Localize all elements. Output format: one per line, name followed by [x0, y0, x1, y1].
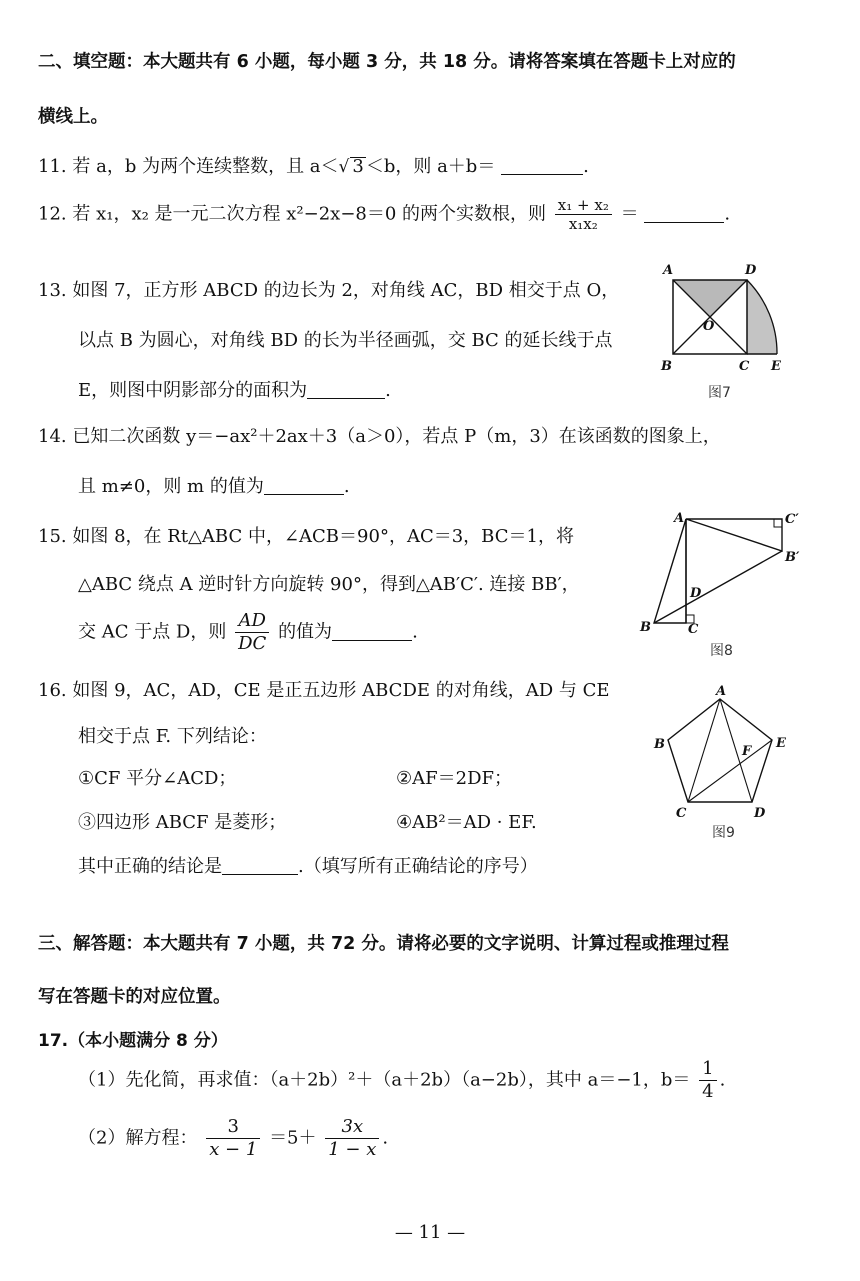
q15-frac-denominator: DC [238, 633, 267, 654]
q11-number: 11. [38, 156, 67, 177]
q11-text-pre: 若 a，b 为两个连续整数，且 a＜ [72, 156, 339, 177]
q13-line3: E，则图中阴影部分的面积为 [78, 380, 308, 401]
q16-line2: 相交于点 F. 下列结论： [78, 726, 267, 747]
q17-part2-frac1-numerator: 3 [206, 1116, 260, 1139]
q17-part1-frac-numerator: 1 [699, 1058, 716, 1081]
section-2-heading-line2: 横线上。 [38, 107, 108, 127]
q16-conclusion-1: ①CF 平分∠ACD； [78, 768, 237, 789]
section-2-heading-line1: 二、填空题：本大题共有 6 小题，每小题 3 分，共 18 分。请将答案填在答题卡上对应的 [38, 52, 736, 72]
q15-frac-numerator: AD [235, 610, 269, 633]
question-11: 11. 若 a，b 为两个连续整数，且 a＜√ 3 ＜b，则 a＋b＝ . [38, 156, 589, 177]
q16-answer-blank[interactable] [222, 856, 298, 875]
q15-number: 15. [38, 526, 67, 547]
figure-7-square [655, 258, 790, 378]
fig9-pentagon [668, 699, 772, 802]
fig7-label-o: O [703, 319, 715, 334]
q13-answer-blank[interactable] [307, 380, 385, 399]
q11-end: . [583, 156, 589, 177]
fig9-label-f: F [742, 744, 752, 759]
fig9-diagonal-ac [688, 699, 720, 802]
figure-9-pentagon [650, 685, 790, 825]
fig8-right-angle-c1 [774, 519, 782, 527]
q14-number: 14. [38, 426, 67, 447]
q14-line1: 已知二次函数 y＝−ax²＋2ax＋3（a＞0），若点 P（m，3）在该函数的图象上， [72, 426, 721, 447]
question-16-line1 [38, 676, 610, 702]
q17-part1-end: . [719, 1069, 726, 1091]
question-14-line2 [78, 472, 350, 498]
q17-part2-text: （2）解方程： [78, 1127, 198, 1149]
q16-line1: 如图 9，AC，AD，CE 是正五边形 ABCDE 的对角线，AD 与 CE [72, 680, 610, 701]
question-15-line1 [38, 522, 574, 548]
q15-fraction [235, 610, 269, 655]
fig8-label-b: B [640, 620, 651, 635]
q13-line2: 以点 B 为圆心，对角线 BD 的长为半径画弧，交 BC 的延长线于点 [78, 330, 613, 351]
fig8-label-b1: B′ [785, 550, 800, 565]
fig7-label-a: A [663, 263, 674, 278]
section-3-heading-line1: 三、解答题：本大题共有 7 小题，共 72 分。请将必要的文字说明、计算过程或推理过程 [38, 934, 729, 954]
question-12 [38, 196, 730, 233]
fig9-label-b: B [654, 737, 665, 752]
q15-end: . [412, 621, 418, 643]
q12-text: 若 x₁，x₂ 是一元二次方程 x²−2x−8＝0 的两个实数根，则 [72, 203, 547, 225]
q15-line2: △ABC 绕点 A 逆时针方向旋转 90°，得到△AB′C′. 连接 BB′， [78, 574, 580, 595]
q13-number: 13. [38, 280, 67, 301]
q17-part2-frac1-denominator: x − 1 [209, 1139, 258, 1160]
fig7-label-b: B [661, 359, 672, 374]
figure-9-caption: 图9 [712, 825, 735, 841]
q17-part2-frac2-numerator: 3x [325, 1116, 379, 1139]
q17-part2-end: . [382, 1127, 389, 1149]
fig9-diagonal-ce [688, 740, 772, 802]
q17-part1-text: （1）先化简，再求值：（a＋2b）²＋（a＋2b）（a−2b），其中 a＝−1，b＝ [78, 1069, 691, 1091]
fig8-label-d: D [690, 586, 702, 601]
q14-answer-blank[interactable] [264, 476, 344, 495]
q11-text-post: ＜b，则 a＋b＝ [365, 156, 496, 177]
q12-frac-denominator: x₁x₂ [568, 215, 598, 233]
q16-conclusion-2: ②AF＝2DF； [396, 768, 512, 789]
q14-line2: 且 m≠0，则 m 的值为 [78, 476, 264, 497]
q13-end: . [385, 380, 391, 401]
fig7-label-d: D [745, 263, 757, 278]
figure-8-triangles [636, 505, 811, 635]
q16-number: 16. [38, 680, 67, 701]
q17-part2-middle: ＝5＋ [269, 1127, 317, 1149]
q17-part2-fraction-1 [206, 1116, 260, 1161]
q14-end: . [343, 476, 350, 497]
q15-line3-post: 的值为 [278, 621, 333, 643]
figure-8-caption: 图8 [710, 643, 733, 659]
question-16-line5 [78, 852, 538, 878]
fig7-label-e: E [771, 359, 781, 374]
q17-title: 17.（本小题满分 8 分） [38, 1031, 228, 1051]
fig8-label-a: A [674, 511, 685, 526]
q17-part-1 [78, 1058, 725, 1103]
question-15-line3 [78, 610, 418, 655]
fig9-label-d: D [754, 806, 766, 821]
q17-part1-frac-denominator: 4 [702, 1081, 714, 1102]
fig7-label-c: C [739, 359, 750, 374]
section-3-heading-line2: 写在答题卡的对应位置。 [38, 987, 231, 1007]
q15-line1: 如图 8，在 Rt△ABC 中，∠ACB＝90°，AC＝3，BC＝1，将 [72, 526, 574, 547]
q16-conclusion-3: ③四边形 ABCF 是菱形； [78, 812, 287, 833]
q16-conclusion-4: ④AB²＝AD · EF. [396, 812, 537, 833]
fig9-label-e: E [776, 736, 786, 751]
fig7-shaded-sector [747, 280, 777, 354]
q12-equals: ＝ [620, 203, 639, 225]
q17-part1-fraction [699, 1058, 716, 1103]
question-13-line3 [78, 376, 391, 402]
q12-answer-blank[interactable] [644, 204, 724, 223]
q11-sqrt-arg: 3 [352, 156, 364, 177]
figure-7-caption: 图7 [708, 385, 731, 401]
q17-part2-fraction-2 [325, 1116, 379, 1161]
question-14-line1 [38, 422, 721, 448]
question-13-line1 [38, 276, 619, 302]
fig9-label-c: C [676, 806, 687, 821]
q12-fraction [555, 196, 612, 233]
q12-end: . [724, 203, 731, 225]
fig7-shaded-triangle [673, 280, 747, 317]
q11-answer-blank[interactable] [501, 156, 583, 175]
fig9-label-a: A [716, 685, 727, 699]
fig8-triangle-ab1c1 [686, 519, 782, 551]
q12-number: 12. [38, 203, 67, 225]
q17-part-2 [78, 1116, 388, 1161]
q13-line1: 如图 7，正方形 ABCD 的边长为 2，对角线 AC，BD 相交于点 O， [72, 280, 620, 301]
q15-answer-blank[interactable] [332, 622, 412, 641]
q16-line5-post: .（填写所有正确结论的序号） [298, 856, 538, 877]
q12-frac-numerator: x₁ + x₂ [555, 196, 612, 215]
q17-part2-frac2-denominator: 1 − x [328, 1139, 377, 1160]
q15-line3-pre: 交 AC 于点 D，则 [78, 621, 227, 643]
page-number: — 11 — [394, 1222, 466, 1243]
q16-line5-pre: 其中正确的结论是 [78, 856, 222, 877]
fig8-label-c1: C′ [785, 512, 799, 527]
fig8-label-c: C [688, 622, 699, 635]
